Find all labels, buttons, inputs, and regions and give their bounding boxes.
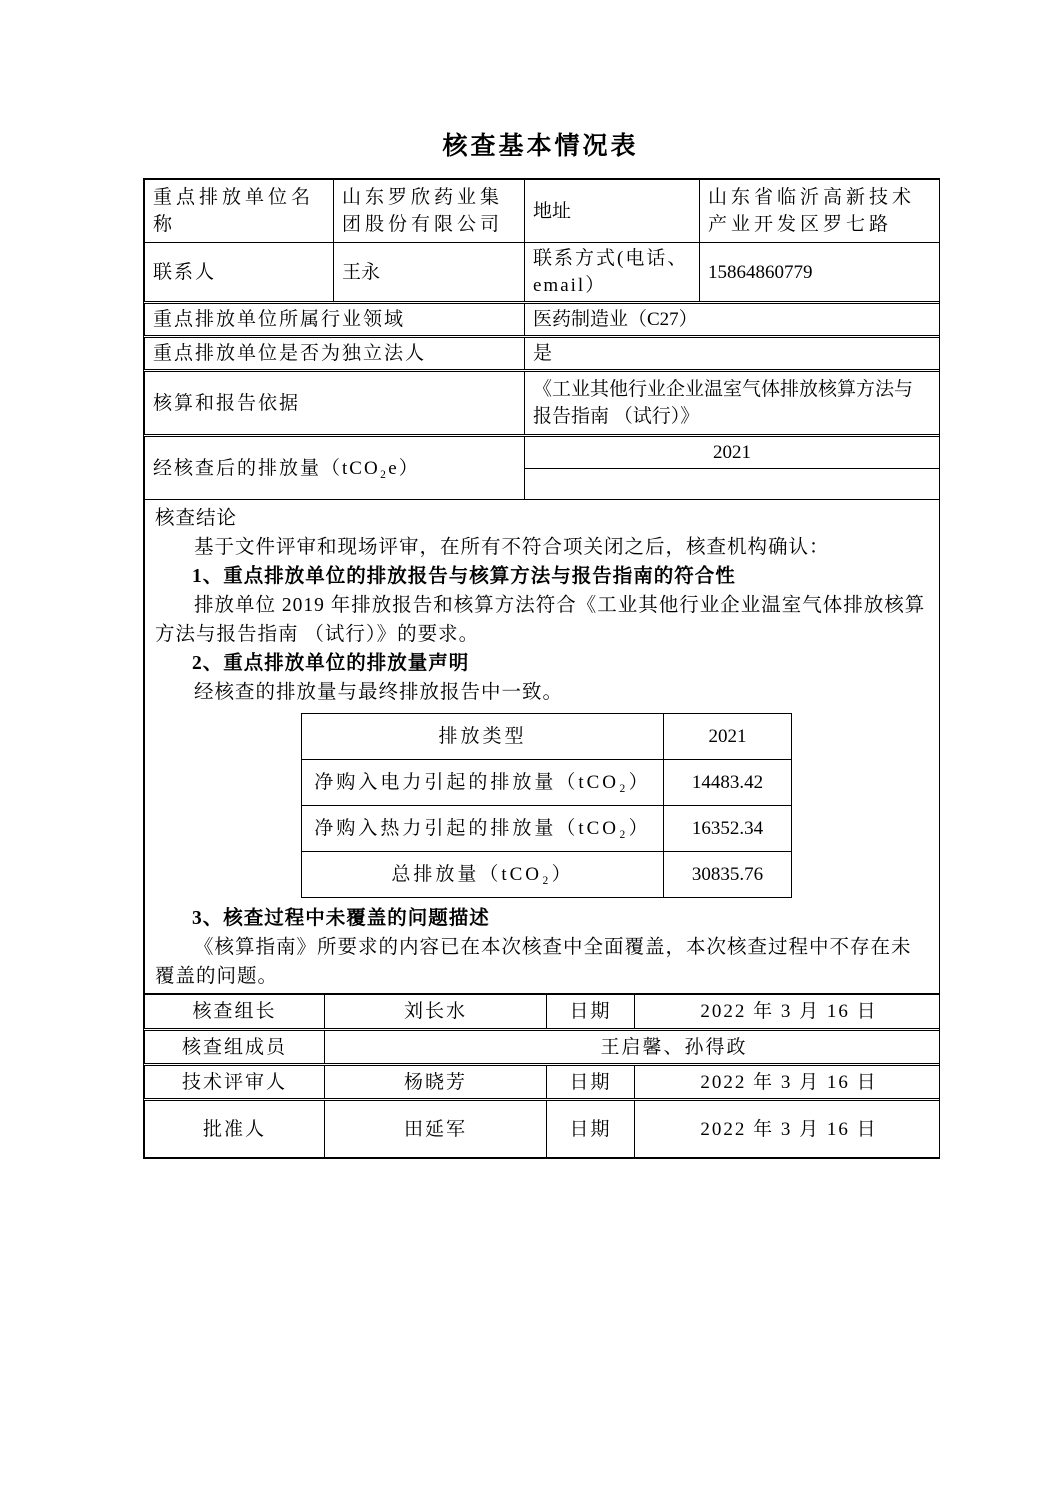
conclusion-intro: 基于文件评审和现场评审，在所有不符合项关闭之后，核查机构确认： [194,537,830,558]
emission-type-header: 排放类型 [302,714,664,760]
legal-person-label: 重点排放单位是否为独立法人 [145,337,525,371]
team-leader-date-label: 日期 [547,995,635,1030]
emission-header-row [302,714,792,760]
conclusion-item2-title: 2、重点排放单位的排放量声明 [192,653,470,674]
team-members-label: 核查组成员 [145,1030,325,1065]
verified-emissions-year: 2021 [525,436,940,469]
row-technical-reviewer [145,1065,940,1100]
emission-summary-table [301,713,792,898]
conclusion-item2-body: 经核查的排放量与最终排放报告中一致。 [194,682,564,703]
document-content [143,0,938,1159]
unit-name-label: 重点排放单位名称 [145,180,334,243]
contact-label: 联系人 [145,243,334,303]
unit-name-value: 山东罗欣药业集团股份有限公司 [334,180,525,243]
technical-reviewer-date: 2022 年 3 月 16 日 [635,1065,940,1100]
conclusion-heading: 核查结论 [155,508,238,529]
team-members-names: 王启馨、孙得政 [325,1030,940,1065]
emission-electricity-label: 净购入电力引起的排放量（tCO₂） [302,760,664,806]
contact-method-value: 15864860779 [700,243,940,303]
emission-heat-value: 16352.34 [664,806,792,852]
verified-emissions-value [525,469,940,500]
emission-heat-label: 净购入热力引起的排放量（tCO₂） [302,806,664,852]
verification-form [143,178,940,1159]
technical-reviewer-date-label: 日期 [547,1065,635,1100]
contact-value: 王永 [334,243,525,303]
approver-date-label: 日期 [547,1100,635,1158]
emission-row-heat [302,806,792,852]
row-legal-person [145,337,940,371]
conclusion-cell [145,500,940,994]
industry-label: 重点排放单位所属行业领域 [145,303,525,337]
approver-name: 田延军 [325,1100,547,1158]
page-title: 核查基本情况表 [442,133,639,160]
contact-method-label: 联系方式(电话、email） [525,243,700,303]
row-team-leader [145,995,940,1030]
basic-info-table [144,179,940,994]
conclusion-item3-body: 《核算指南》所要求的内容已在本次核查中全面覆盖，本次核查过程中不存在未覆盖的问题。 [155,937,912,987]
team-leader-name: 刘长水 [325,995,547,1030]
signature-table [144,994,940,1158]
row-industry [145,303,940,337]
row-verified-emissions [145,436,940,469]
row-unit-name [145,180,940,243]
emission-total-label: 总排放量（tCO₂） [302,852,664,898]
technical-reviewer-label: 技术评审人 [145,1065,325,1100]
row-team-members [145,1030,940,1065]
conclusion-item3-title: 3、核查过程中未覆盖的问题描述 [192,908,490,929]
conclusion-item1-body: 排放单位 2019 年排放报告和核算方法符合《工业其他行业企业温室气体排放核算方法与报告指南 （试行）》的要求。 [155,595,926,645]
address-value: 山东省临沂高新技术产业开发区罗七路 [700,180,940,243]
basis-label: 核算和报告依据 [145,371,525,436]
row-contact [145,243,940,303]
row-conclusion [145,500,940,994]
emission-year-header: 2021 [664,714,792,760]
row-approver [145,1100,940,1158]
team-leader-label: 核查组长 [145,995,325,1030]
row-basis [145,371,940,436]
verified-emissions-label: 经核查后的排放量（tCO₂e） [145,436,525,500]
industry-value: 医药制造业（C27） [525,303,940,337]
emission-row-electricity [302,760,792,806]
emission-total-value: 30835.76 [664,852,792,898]
basis-value: 《工业其他行业企业温室气体排放核算方法与报告指南 （试行）》 [525,371,940,436]
emission-electricity-value: 14483.42 [664,760,792,806]
technical-reviewer-name: 杨晓芳 [325,1065,547,1100]
team-leader-date: 2022 年 3 月 16 日 [635,995,940,1030]
emission-row-total [302,852,792,898]
address-label: 地址 [525,180,700,243]
conclusion-item1-title: 1、重点排放单位的排放报告与核算方法与报告指南的符合性 [192,566,736,587]
legal-person-value: 是 [525,337,940,371]
approver-label: 批准人 [145,1100,325,1158]
approver-date: 2022 年 3 月 16 日 [635,1100,940,1158]
